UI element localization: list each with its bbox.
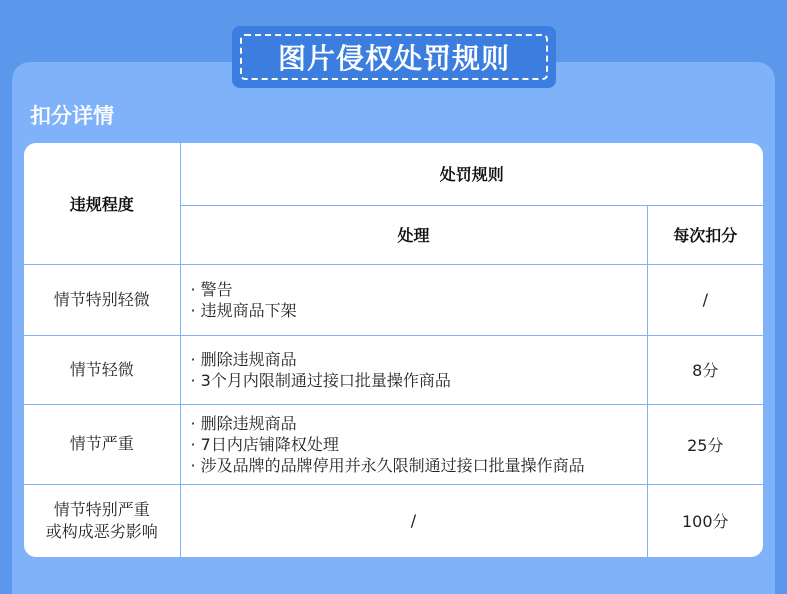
action-item: · 7日内店铺降权处理 <box>190 434 339 454</box>
level-text: 情节严重 <box>69 434 134 453</box>
action-item: · 涉及品牌的品牌停用并永久限制通过接口批量操作商品 <box>190 455 585 475</box>
level-cell <box>24 264 180 335</box>
page-title: 图片侵权处罚规则 <box>240 34 548 80</box>
title-badge <box>232 26 556 88</box>
table-row <box>24 335 763 404</box>
header-points: 每次扣分 <box>647 205 763 264</box>
action-item: · 删除违规商品 <box>190 349 297 369</box>
level-text: 或构成恶劣影响 <box>45 521 158 541</box>
actions-cell <box>180 264 647 335</box>
table-row <box>24 264 763 335</box>
points-cell: 100分 <box>647 484 763 557</box>
level-text: 情节特别轻微 <box>53 289 150 309</box>
level-cell <box>24 404 180 484</box>
level-cell <box>24 484 180 557</box>
penalty-table-card <box>24 143 763 557</box>
actions-cell <box>180 335 647 404</box>
action-item: · 删除违规商品 <box>190 413 297 433</box>
table-row <box>24 484 763 557</box>
action-item: · 违规商品下架 <box>190 300 297 320</box>
level-cell <box>24 335 180 404</box>
penalty-table <box>24 143 763 557</box>
points-cell: / <box>647 264 763 335</box>
level-text: 情节轻微 <box>69 359 134 379</box>
actions-cell <box>180 404 647 484</box>
level-text: 情节特别严重 <box>53 499 150 519</box>
header-penalty-rules: 处罚规则 <box>180 143 763 205</box>
points-cell: 8分 <box>647 335 763 404</box>
action-item: · 警告 <box>190 279 233 299</box>
header-action: 处理 <box>180 205 647 264</box>
actions-cell: / <box>180 484 647 557</box>
action-item: · 3个月内限制通过接口批量操作商品 <box>190 370 451 390</box>
section-title: 扣分详情 <box>30 104 114 128</box>
points-cell: 25分 <box>647 404 763 484</box>
table-row <box>24 404 763 484</box>
header-level: 违规程度 <box>24 143 180 264</box>
